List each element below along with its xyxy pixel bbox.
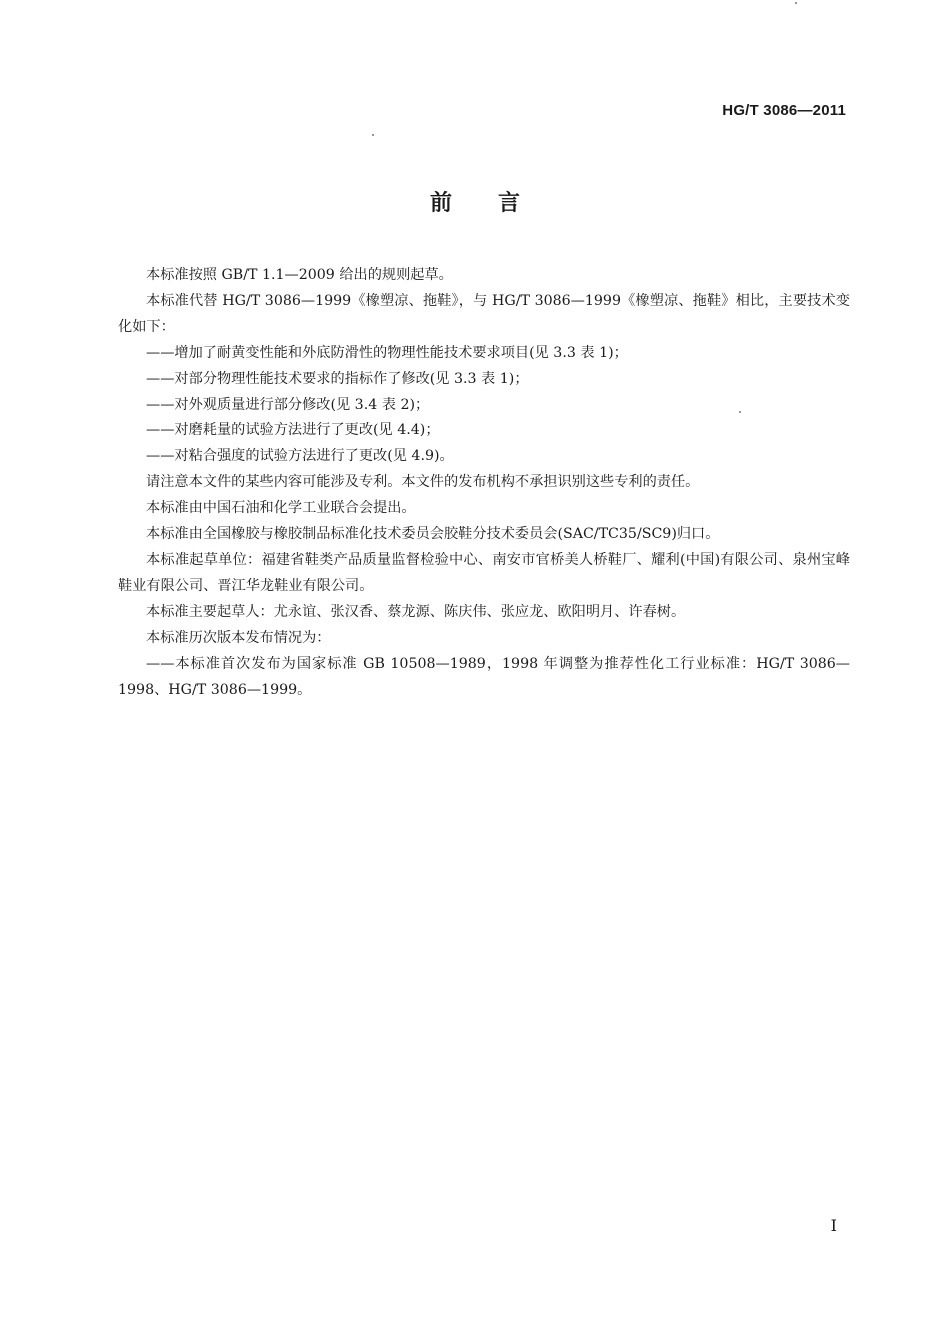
paragraph: 请注意本文件的某些内容可能涉及专利。本文件的发布机构不承担识别这些专利的责任。 — [146, 474, 700, 491]
paragraph: 本标准按照 GB/T 1.1—2009 给出的规则起草。 — [146, 267, 453, 283]
paragraph: 本标准起草单位：福建省鞋类产品质量监督检验中心、南安市官桥美人桥鞋厂、耀利(中国)有限公司、泉州宝峰鞋业有限公司、晋江华龙鞋业有限公司。 — [118, 551, 850, 594]
paragraph: 本标准由全国橡胶与橡胶制品标准化技术委员会胶鞋分技术委员会(SAC/TC35/SC9)归口。 — [146, 526, 720, 543]
paragraph: 本标准由中国石油和化学工业联合会提出。 — [146, 500, 416, 517]
list-item: ——本标准首次发布为国家标准 GB 10508—1989，1998 年调整为推荐性化工行业标准：HG/T 3086—1998、HG/T 3086—1999。 — [118, 655, 850, 698]
paragraph: 本标准主要起草人：尤永谊、张汉香、蔡龙源、陈庆伟、张应龙、欧阳明月、许春树。 — [146, 603, 686, 620]
scan-speck — [739, 411, 741, 413]
foreword-body — [118, 263, 850, 703]
list-item: ——对粘合强度的试验方法进行了更改(见 4.9)。 — [146, 448, 454, 465]
page-number: I — [830, 1216, 837, 1235]
standard-code: HG/T 3086—2011 — [722, 102, 846, 119]
scan-speck — [372, 134, 374, 136]
list-item: ——增加了耐黄变性能和外底防滑性的物理性能技术要求项目(见 3.3 表 1)； — [146, 344, 628, 361]
paragraph: 本标准代替 HG/T 3086—1999《橡塑凉、拖鞋》，与 HG/T 3086—1999《橡塑凉、拖鞋》相比，主要技术变化如下： — [118, 292, 850, 335]
list-item: ——对磨耗量的试验方法进行了更改(见 4.4)； — [146, 422, 440, 439]
paragraph: 本标准历次版本发布情况为： — [146, 629, 331, 646]
scan-speck — [795, 2, 797, 4]
list-item: ——对外观质量进行部分修改(见 3.4 表 2)； — [146, 396, 430, 413]
list-item: ——对部分物理性能技术要求的指标作了修改(见 3.3 表 1)； — [146, 370, 529, 387]
page-title: 前言 — [429, 191, 566, 216]
